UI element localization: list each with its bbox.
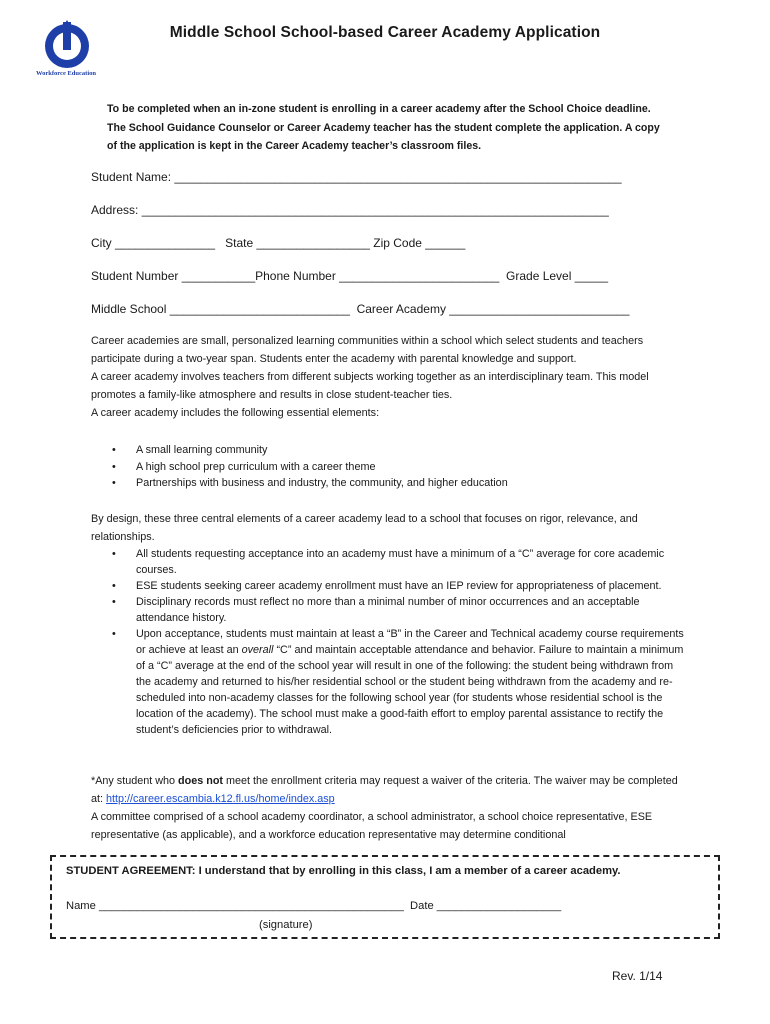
list-item xyxy=(91,626,689,738)
description-block xyxy=(91,332,691,422)
design-paragraph: By design, these three central elements of a career academy lead to a school that focuses on rigor, relevance, and relationships. xyxy=(91,513,638,543)
description-paragraph-3: A career academy includes the following essential elements: xyxy=(91,407,380,419)
committee-text: A committee comprised of a school academy coordinator, a school administrator, a school choice representative, ESE representative (as applicable), and a workforce education representative may determine conditional xyxy=(91,811,653,841)
waiver-pre: *Any student who xyxy=(91,775,179,787)
essential-elements-list xyxy=(91,442,691,492)
list-item: • ESE students seeking career academy enrollment must have an IEP review for appropriateness of placement. xyxy=(91,578,689,594)
requirement-text: Upon acceptance, students must maintain at least a “B” in the Career and Technical academy course requirements or achieve at least an xyxy=(136,628,684,656)
list-item: • Disciplinary records must reflect no more than a minimal number of minor occurrences and an acceptable attendance history. xyxy=(91,594,689,626)
address-field[interactable]: Address: ______________________________________________________________________ xyxy=(91,203,609,217)
revision-label: Rev. 1/14 xyxy=(612,969,663,983)
school-academy-field[interactable]: Middle School ___________________________ Career Academy ___________________________ xyxy=(91,302,630,316)
signature-label: (signature) xyxy=(259,919,313,931)
intro-instructions xyxy=(107,100,707,156)
student-agreement-statement: STUDENT AGREEMENT: I understand that by enrolling in this class, I am a member of a career academy. xyxy=(66,865,621,877)
page-title: Middle School School-based Career Academy Application xyxy=(169,24,601,41)
list-item: • Partnerships with business and industry, the community, and higher education xyxy=(91,475,691,492)
list-item: • A small learning community xyxy=(91,442,691,459)
city-state-zip-field[interactable]: City _______________ State _________________ Zip Code ______ xyxy=(91,236,466,250)
list-item: • All students requesting acceptance into an academy must have a minimum of a “C” average for core academic courses. xyxy=(91,546,689,578)
logo-text: Workforce Education xyxy=(35,70,96,77)
waiver-post: meet the enrollment criteria may request a waiver of the criteria. The waiver may be completed at: xyxy=(91,775,678,805)
requirements-list xyxy=(91,546,689,738)
waiver-bold: does not xyxy=(178,775,224,787)
intro-line-3: of the application is kept in the Career Academy teacher’s classroom files. xyxy=(107,140,482,152)
description-paragraph-2: A career academy involves teachers from different subjects working together as an interdisciplinary team. This model promotes a family-like atmosphere and results in close student-teacher ties. xyxy=(91,371,649,401)
waiver-text xyxy=(91,772,691,808)
waiver-link[interactable]: http://career.escambia.k12.fl.us/home/index.asp xyxy=(106,793,335,805)
name-date-field[interactable]: Name _________________________________________________ Date ____________________ xyxy=(66,900,562,912)
description-paragraph-1: Career academies are small, personalized learning communities within a school which select students and teachers participate during a two-year span. Students enter the academy with parental knowledge and support. xyxy=(91,335,644,365)
student-name-field[interactable]: Student Name: ___________________________________________________________________ xyxy=(91,170,622,184)
list-item: • A high school prep curriculum with a career theme xyxy=(91,459,691,476)
requirement-emphasis: overall xyxy=(241,644,274,656)
waiver-paragraph xyxy=(91,772,691,844)
number-phone-grade-field[interactable]: Student Number ___________Phone Number ________________________ Grade Level _____ xyxy=(91,269,609,283)
intro-line-2: The School Guidance Counselor or Career Academy teacher has the student complete the application. A copy xyxy=(107,121,660,134)
intro-line-1: To be completed when an in-zone student is enrolling in a career academy after the School Choice deadline. xyxy=(107,103,651,115)
requirement-text: “C” and maintain acceptable attendance and behavior. Failure to maintain a minimum of a “C” average at the end of the school year will result in one of the following: the student being withdrawn from the academy and returned to his/her residential school or the student being withdrawn from the academy and re-scheduled into non-academy classes for the following school year (for students whose residential school is the location of the academy). The school must make a good-faith effort to employ parental assistance to rectify the student’s deficiencies prior to withdrawal. xyxy=(136,644,684,736)
